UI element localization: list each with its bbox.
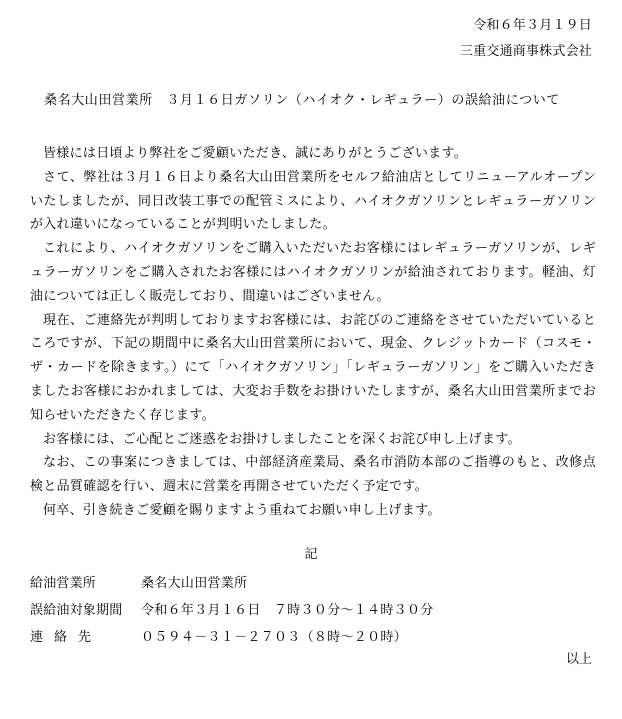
paragraph-incident: さて、弊社は３月１６日より桑名大山田営業所をセルフ給油店としてリニューアルオープンいたしましたが、同日改装工事での配管ミスにより、ハイオクガソリンとレギュラーガソリンが入れ違いになっていることが判明いたしました。 bbox=[30, 169, 596, 233]
detail-value: ０５９４－３１－２７０３（８時～２０時） bbox=[141, 630, 408, 645]
detail-row-contact bbox=[30, 622, 596, 649]
detail-label: 連絡先 bbox=[30, 630, 103, 645]
detail-row-period bbox=[30, 595, 596, 622]
detail-label: 誤給油対象期間 bbox=[30, 603, 123, 618]
details-list bbox=[30, 568, 596, 649]
detail-value: 桑名大山田営業所 bbox=[141, 576, 248, 591]
detail-value: 令和６年３月１６日 ７時３０分～１４時３０分 bbox=[141, 603, 434, 618]
notice-body bbox=[30, 142, 596, 523]
paragraph-impact: これにより、ハイオクガソリンをご購入いただいたお客様にはレギュラーガソリンが、レギュラーガソリンをご購入されたお客様にはハイオクガソリンが給油されております。軽油、灯油については正しく販売しており、間違いはございません。 bbox=[30, 241, 596, 304]
paragraph-apology: お客様には、ご心配とご迷惑をお掛けしましたことを深くお詫び申し上げます。 bbox=[43, 431, 521, 447]
notice-title: 桑名大山田営業所 ３月１６日ガソリン（ハイオク・レギュラー）の誤給油について bbox=[44, 93, 560, 108]
issue-date: 令和６年３月１９日 bbox=[473, 18, 592, 33]
detail-row-station bbox=[30, 568, 596, 595]
paragraph-request: 現在、ご連絡先が判明しておりますお客様には、お詫びのご連絡をさせていただいているところですが、下記の期間中に桑名大山田営業所において、現金、クレジットカード（コスモ・ザ・カードを除きます。）にて「ハイオクガソリン」「レギュラーガソリン」をご購入いただきましたお客様におかれましては、大変お手数をお掛けいたしますが、桑名大山田営業所までお知らせいただきたく存じます。 bbox=[30, 312, 596, 423]
detail-label: 給油営業所 bbox=[30, 576, 97, 591]
closing-mark: 以上 bbox=[565, 652, 592, 667]
paragraph-reopening: なお、この事案につきましては、中部経済産業局、桑名市消防本部のご指導のもと、改修点検と品質確認を行い、週末に営業を再開させていただく予定です。 bbox=[30, 455, 596, 495]
paragraph-greeting: 皆様には日頃より弊社をご愛顧いただき、誠にありがとうございます。 bbox=[43, 146, 468, 161]
notes-heading: 記 bbox=[304, 547, 318, 562]
paragraph-closing: 何卒、引き続きご愛顧を賜りますよう重ねてお願い申し上げます。 bbox=[43, 502, 441, 518]
company-name: 三重交通商事株式会社 bbox=[459, 44, 592, 59]
